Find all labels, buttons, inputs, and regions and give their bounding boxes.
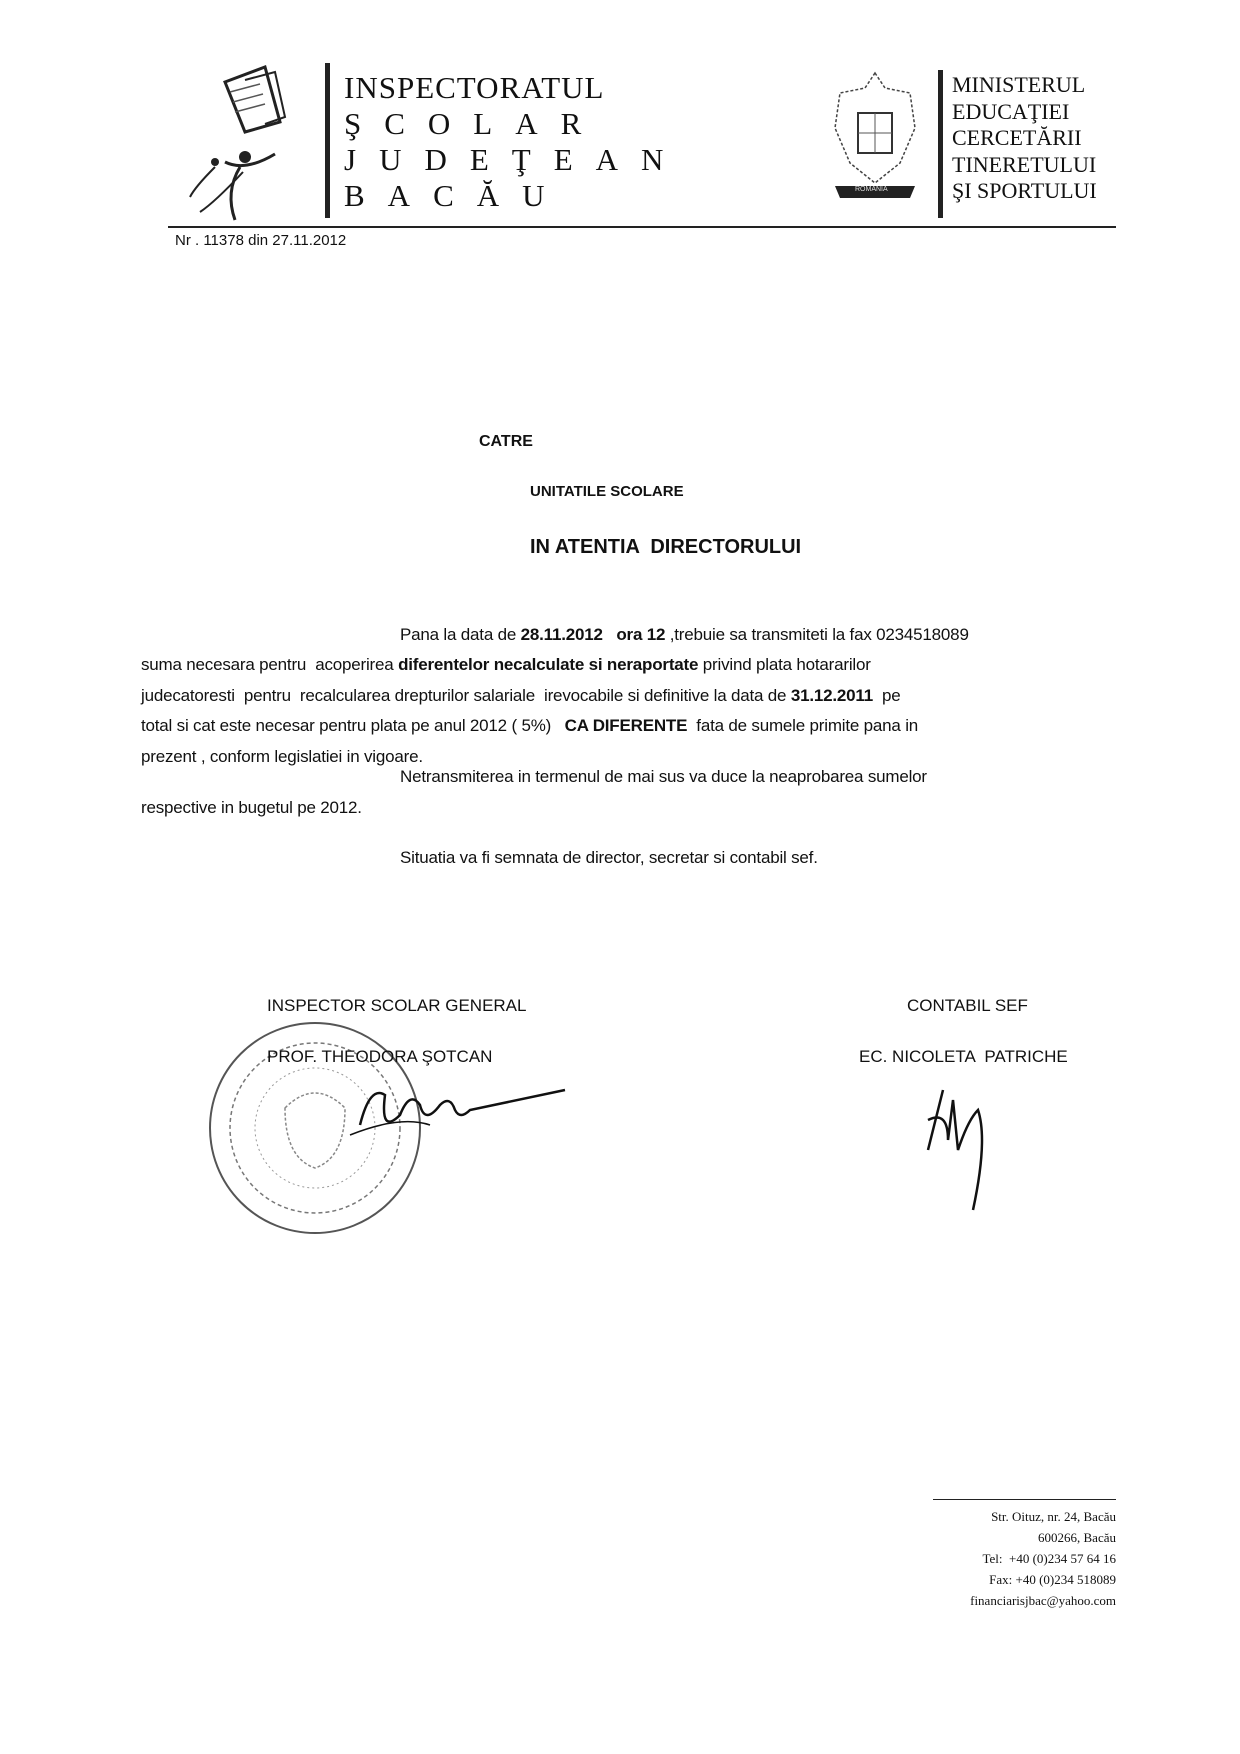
attention-heading: IN ATENTIA DIRECTORULUI [530, 536, 802, 558]
text: prezent , conform legislatiei in vigoare. [141, 746, 423, 766]
ministry-title-line: CERCETĂRII [952, 125, 1082, 150]
text: total si cat este necesar pentru plata pe anul 2012 ( 5%) [141, 716, 565, 735]
text: pe [872, 685, 901, 705]
footer-fax: Fax: +40 (0)234 518089 [989, 1572, 1116, 1587]
isj-title-line: JUDEŢEAN [344, 142, 687, 177]
header-rule [168, 226, 1116, 228]
ministry-title-line: ŞI SPORTULUI [952, 178, 1097, 203]
bold-text: diferentelor necalculate si neraportate [398, 655, 699, 674]
footer-postal: 600266, Bacău [1038, 1530, 1116, 1545]
footer-tel: Tel: +40 (0)234 57 64 16 [982, 1551, 1116, 1566]
ministry-title-line: MINISTERUL [952, 72, 1086, 97]
isj-title-line: INSPECTORATUL [344, 70, 605, 105]
text: ,trebuie sa transmiteti la fax 0234518089 [665, 624, 969, 644]
deadline-date: 28.11.2012 ora 12 [520, 624, 666, 644]
left-signatory-title: INSPECTOR SCOLAR GENERAL [267, 996, 527, 1015]
director-signature-icon [340, 1065, 570, 1155]
bold-text: CA DIFERENTE [564, 716, 688, 735]
footer-rule [933, 1499, 1116, 1500]
to-label: CATRE [479, 433, 533, 450]
header-left-divider [325, 63, 330, 218]
recipients: UNITATILE SCOLARE [530, 483, 684, 500]
ministry-title-line: TINERETULUI [952, 151, 1097, 177]
footer-address: Str. Oituz, nr. 24, Bacău [991, 1509, 1116, 1524]
text: fata de sumele primite pana in [687, 716, 919, 735]
reference-number: Nr . 11378 din 27.11.2012 [175, 232, 347, 249]
footer-email[interactable]: financiarisjbac@yahoo.com [970, 1593, 1116, 1608]
isj-title-line: BACĂU [344, 178, 568, 213]
text: Netransmiterea in termenul de mai sus va duce la neaprobarea sumelor [400, 767, 927, 786]
text: judecatoresti pentru recalcularea drepturilor salariale irevocabile si definitive la data de [141, 685, 791, 705]
ministry-title [952, 72, 1097, 205]
ministry-title-line: EDUCAŢIEI [952, 98, 1070, 124]
paragraph-consequence [141, 762, 1131, 823]
contact-footer [970, 1506, 1116, 1611]
romania-crest-icon [830, 68, 920, 208]
text: suma necesara pentru acoperirea [141, 655, 399, 674]
isj-title-line: ŞCOLAR [344, 106, 605, 141]
text: respective in bugetul pe 2012. [141, 797, 362, 817]
accountant-signature-icon [918, 1080, 998, 1220]
right-signatory-name: EC. NICOLETA PATRICHE [859, 1047, 1068, 1066]
text: privind plata hotararilor [698, 655, 871, 674]
isj-logo-icon [185, 62, 320, 222]
header-right-divider [938, 70, 943, 218]
left-signatory-name: PROF. THEODORA ŞOTCAN [267, 1047, 493, 1066]
crest-banner-text: ROMANIA [855, 186, 888, 193]
text: Pana la data de [400, 624, 521, 644]
right-signatory-title: CONTABIL SEF [907, 996, 1028, 1015]
isj-title [344, 70, 686, 214]
bold-date: 31.12.2011 [790, 685, 873, 705]
paragraph-signing: Situatia va fi semnata de director, secretar si contabil sef. [400, 848, 818, 867]
